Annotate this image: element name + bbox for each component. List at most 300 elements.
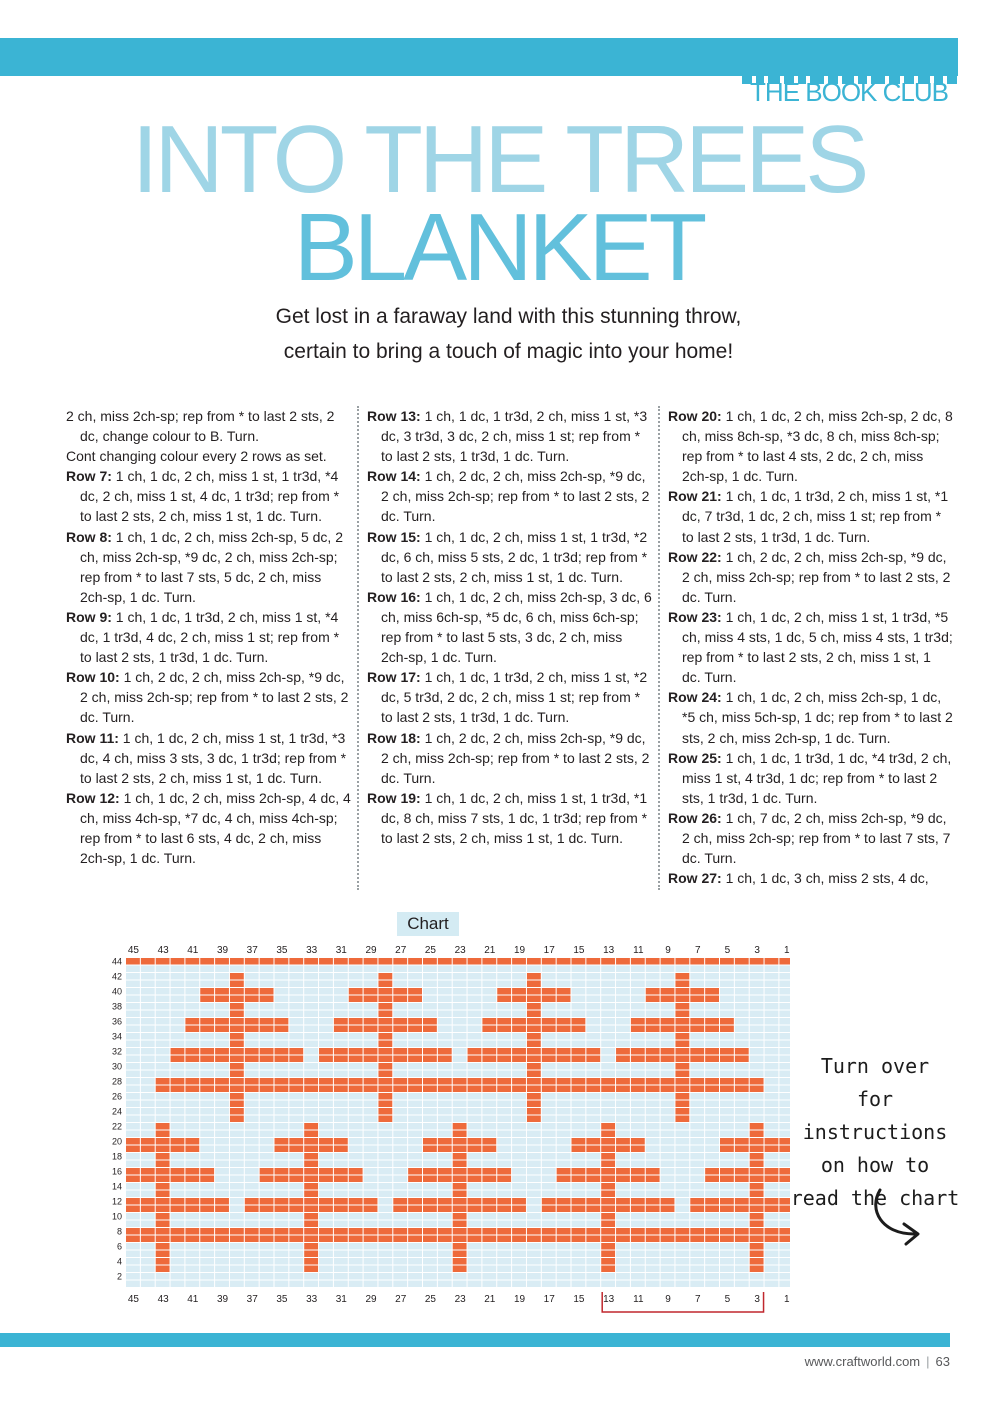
stitch-cell	[482, 1243, 496, 1250]
stitch-cell	[200, 1251, 214, 1258]
stitch-cell-contrast	[171, 1146, 185, 1153]
stitch-cell	[378, 1146, 392, 1153]
stitch-cell-contrast	[423, 1236, 437, 1243]
stitch-cell	[423, 1258, 437, 1265]
stitch-cell	[468, 1131, 482, 1138]
stitch-cell-contrast	[319, 1048, 333, 1055]
stitch-cell	[542, 973, 556, 980]
stitch-cell	[750, 1071, 764, 1078]
stitch-cell	[468, 1183, 482, 1190]
stitch-cell	[364, 1041, 378, 1048]
stitch-cell	[260, 1101, 274, 1108]
stitch-cell-contrast	[720, 1168, 734, 1175]
stitch-cell-contrast	[675, 981, 689, 988]
stitch-cell	[393, 1266, 407, 1273]
stitch-cell	[705, 973, 719, 980]
stitch-cell	[171, 1131, 185, 1138]
stitch-cell	[512, 1116, 526, 1123]
stitch-cell	[735, 1273, 749, 1280]
stitch-cell	[586, 1116, 600, 1123]
stitch-cell-contrast	[349, 1168, 363, 1175]
stitch-cell	[735, 1011, 749, 1018]
stitch-cell	[275, 1161, 289, 1168]
stitch-cell-contrast	[215, 1206, 229, 1213]
stitch-cell	[586, 1273, 600, 1280]
stitch-cell-contrast	[690, 958, 704, 965]
stitch-cell-contrast	[527, 1018, 541, 1025]
stitch-cell	[675, 1213, 689, 1220]
stitch-cell-contrast	[557, 1026, 571, 1033]
stitch-cell	[200, 1281, 214, 1288]
stitch-cell	[141, 1086, 155, 1093]
stitch-cell-contrast	[393, 1026, 407, 1033]
stitch-cell	[661, 1041, 675, 1048]
stitch-cell-contrast	[661, 1048, 675, 1055]
stitch-cell	[557, 1138, 571, 1145]
stitch-cell	[497, 1011, 511, 1018]
stitch-cell	[289, 1243, 303, 1250]
stitch-cell-contrast	[586, 1056, 600, 1063]
stitch-cell-contrast	[185, 1168, 199, 1175]
stitch-cell	[275, 1243, 289, 1250]
row-label: Row 16:	[367, 588, 421, 605]
row-text: 1 ch, 2 dc, 2 ch, miss 2ch-sp, *9 dc, 2 ch, miss 2ch-sp; rep from * to last 2 sts, 2 dc. Turn.	[381, 468, 650, 525]
stitch-cell-contrast	[304, 1191, 318, 1198]
stitch-cell-contrast	[453, 1176, 467, 1183]
column-label-bottom: 13	[603, 1294, 615, 1305]
stitch-cell-contrast	[319, 1078, 333, 1085]
stitch-cell	[408, 1071, 422, 1078]
stitch-cell-contrast	[275, 1056, 289, 1063]
stitch-cell	[349, 1033, 363, 1040]
row-text: 1 ch, 2 dc, 2 ch, miss 2ch-sp, *9 dc, 2 ch, miss 2ch-sp; rep from * to last 2 sts, 2 dc. Turn.	[80, 669, 349, 726]
column-label-top: 35	[276, 945, 288, 956]
stitch-cell	[750, 1041, 764, 1048]
stitch-cell	[438, 1183, 452, 1190]
stitch-cell	[423, 1003, 437, 1010]
stitch-cell	[289, 1093, 303, 1100]
stitch-cell	[215, 1071, 229, 1078]
stitch-cell	[601, 1281, 615, 1288]
stitch-cell-contrast	[245, 1086, 259, 1093]
stitch-cell-contrast	[319, 1138, 333, 1145]
stitch-cell	[557, 1221, 571, 1228]
stitch-cell-contrast	[393, 1078, 407, 1085]
stitch-cell-contrast	[586, 1048, 600, 1055]
footer-url[interactable]: www.craftworld.com	[804, 1354, 921, 1369]
stitch-cell	[349, 1101, 363, 1108]
stitch-cell	[646, 966, 660, 973]
stitch-cell	[557, 1146, 571, 1153]
stitch-cell	[200, 1123, 214, 1130]
stitch-cell	[482, 1123, 496, 1130]
stitch-cell	[705, 1183, 719, 1190]
stitch-cell	[779, 1153, 790, 1160]
stitch-cell	[423, 1251, 437, 1258]
stitch-cell-contrast	[334, 1198, 348, 1205]
stitch-cell	[482, 1116, 496, 1123]
stitch-cell-contrast	[482, 1198, 496, 1205]
stitch-cell-contrast	[705, 1206, 719, 1213]
stitch-cell-contrast	[586, 1236, 600, 1243]
stitch-cell	[512, 1003, 526, 1010]
stitch-cell	[260, 1108, 274, 1115]
stitch-cell	[586, 973, 600, 980]
stitch-cell	[200, 1183, 214, 1190]
stitch-cell	[586, 966, 600, 973]
stitch-cell	[675, 1168, 689, 1175]
stitch-cell	[185, 1213, 199, 1220]
stitch-cell	[616, 1281, 630, 1288]
stitch-cell	[275, 1041, 289, 1048]
stitch-cell	[438, 1131, 452, 1138]
stitch-cell	[275, 1281, 289, 1288]
stitch-cell-contrast	[185, 1228, 199, 1235]
stitch-cell-contrast	[364, 1056, 378, 1063]
stitch-cell	[171, 1041, 185, 1048]
stitch-cell-contrast	[572, 1168, 586, 1175]
stitch-cell	[542, 1033, 556, 1040]
stitch-cell-contrast	[275, 1176, 289, 1183]
stitch-cell	[171, 1161, 185, 1168]
stitch-cell-contrast	[542, 1048, 556, 1055]
stitch-cell	[690, 1131, 704, 1138]
stitch-cell-contrast	[779, 1236, 790, 1243]
stitch-cell-contrast	[378, 1011, 392, 1018]
stitch-cell	[126, 1131, 140, 1138]
stitch-cell-contrast	[200, 1056, 214, 1063]
stitch-cell	[616, 1258, 630, 1265]
stitch-cell	[260, 966, 274, 973]
stitch-cell	[631, 1071, 645, 1078]
stitch-cell	[586, 1251, 600, 1258]
row-text: 1 ch, 1 dc, 2 ch, miss 2ch-sp, 1 dc, *5 ch, miss 5ch-sp, 1 dc; rep from * to last 2 sts, 2 ch, miss 2ch-sp, 1 dc. Turn.	[682, 689, 953, 746]
stitch-cell	[364, 1146, 378, 1153]
stitch-cell	[572, 1273, 586, 1280]
stitch-cell	[408, 1146, 422, 1153]
stitch-cell	[646, 1243, 660, 1250]
stitch-cell-contrast	[364, 1048, 378, 1055]
stitch-cell	[735, 1191, 749, 1198]
stitch-cell	[765, 1071, 779, 1078]
stitch-cell	[468, 1213, 482, 1220]
stitch-cell	[468, 1191, 482, 1198]
column-label-bottom: 25	[424, 1294, 436, 1305]
stitch-cell	[586, 1101, 600, 1108]
stitch-cell	[557, 1281, 571, 1288]
stitch-cell	[586, 1258, 600, 1265]
stitch-cell-contrast	[156, 1086, 170, 1093]
stitch-cell-contrast	[750, 1138, 764, 1145]
stitch-cell	[438, 1273, 452, 1280]
stitch-cell	[586, 1153, 600, 1160]
stitch-cell-contrast	[275, 1048, 289, 1055]
stitch-cell	[245, 1221, 259, 1228]
stitch-cell-contrast	[705, 1026, 719, 1033]
stitch-cell	[364, 1266, 378, 1273]
stitch-cell-contrast	[453, 1131, 467, 1138]
row-label-left: 26	[111, 1091, 122, 1102]
stitch-cell	[542, 1138, 556, 1145]
note-line: read the chart	[790, 1186, 960, 1210]
subtitle-line2: certain to bring a touch of magic into your home!	[283, 340, 734, 363]
stitch-cell	[245, 1281, 259, 1288]
stitch-cell	[512, 1011, 526, 1018]
stitch-cell	[735, 1258, 749, 1265]
stitch-cell-contrast	[319, 1236, 333, 1243]
stitch-cell	[690, 1116, 704, 1123]
stitch-cell-contrast	[616, 1078, 630, 1085]
stitch-cell-contrast	[364, 1018, 378, 1025]
stitch-cell	[260, 1033, 274, 1040]
stitch-cell	[720, 1093, 734, 1100]
stitch-cell	[230, 1206, 244, 1213]
stitch-cell	[289, 1131, 303, 1138]
stitch-cell	[705, 1258, 719, 1265]
stitch-cell	[646, 1266, 660, 1273]
stitch-cell-contrast	[631, 1138, 645, 1145]
stitch-cell	[289, 1191, 303, 1198]
stitch-cell	[631, 981, 645, 988]
stitch-cell-contrast	[675, 1116, 689, 1123]
row-label-left: 32	[111, 1046, 122, 1057]
stitch-cell-contrast	[408, 1018, 422, 1025]
stitch-cell	[126, 1221, 140, 1228]
stitch-cell	[364, 1221, 378, 1228]
stitch-cell	[230, 1131, 244, 1138]
stitch-cell-contrast	[200, 1236, 214, 1243]
stitch-cell	[765, 1243, 779, 1250]
stitch-cell	[572, 973, 586, 980]
stitch-cell-contrast	[527, 1236, 541, 1243]
stitch-cell-contrast	[171, 1228, 185, 1235]
stitch-cell	[393, 1108, 407, 1115]
stitch-cell	[468, 1026, 482, 1033]
stitch-cell	[720, 996, 734, 1003]
stitch-cell-contrast	[378, 981, 392, 988]
stitch-cell	[245, 1146, 259, 1153]
stitch-cell-contrast	[542, 1056, 556, 1063]
stitch-cell	[542, 1221, 556, 1228]
stitch-cell	[527, 1176, 541, 1183]
stitch-cell	[750, 1056, 764, 1063]
stitch-cell	[690, 1243, 704, 1250]
stitch-cell-contrast	[334, 1078, 348, 1085]
section-label: THE BOOK CLUB	[750, 77, 948, 107]
stitch-cell-contrast	[542, 958, 556, 965]
stitch-cell	[408, 1258, 422, 1265]
stitch-cell	[720, 988, 734, 995]
stitch-cell	[557, 1093, 571, 1100]
stitch-cell	[779, 1161, 790, 1168]
stitch-cell	[126, 1108, 140, 1115]
stitch-cell-contrast	[616, 1228, 630, 1235]
stitch-cell	[705, 1191, 719, 1198]
stitch-cell	[393, 1101, 407, 1108]
stitch-cell	[646, 1183, 660, 1190]
stitch-cell-contrast	[527, 1071, 541, 1078]
column-label-bottom: 9	[665, 1294, 671, 1305]
stitch-cell-contrast	[497, 1078, 511, 1085]
stitch-cell-contrast	[512, 988, 526, 995]
stitch-cell	[393, 981, 407, 988]
stitch-cell-contrast	[378, 988, 392, 995]
stitch-cell	[631, 1213, 645, 1220]
stitch-cell	[215, 966, 229, 973]
instruction-paragraph	[668, 406, 953, 486]
stitch-cell	[512, 1251, 526, 1258]
stitch-cell-contrast	[631, 1018, 645, 1025]
stitch-cell	[364, 1071, 378, 1078]
stitch-cell-contrast	[765, 1228, 779, 1235]
stitch-cell	[527, 1198, 541, 1205]
stitch-cell	[765, 1086, 779, 1093]
stitch-cell	[675, 1198, 689, 1205]
stitch-cell	[349, 966, 363, 973]
stitch-cell	[185, 1123, 199, 1130]
stitch-cell	[275, 1258, 289, 1265]
stitch-cell	[245, 1063, 259, 1070]
instructions-column-1	[66, 406, 351, 868]
stitch-cell	[616, 1161, 630, 1168]
stitch-cell	[765, 1026, 779, 1033]
stitch-cell	[616, 1221, 630, 1228]
stitch-cell	[557, 1258, 571, 1265]
stitch-cell	[765, 1131, 779, 1138]
stitch-cell	[527, 966, 541, 973]
stitch-cell-contrast	[245, 1018, 259, 1025]
stitch-cell	[230, 966, 244, 973]
stitch-cell-contrast	[482, 1138, 496, 1145]
stitch-cell-contrast	[423, 1168, 437, 1175]
stitch-cell	[750, 1011, 764, 1018]
stitch-cell-contrast	[334, 1048, 348, 1055]
stitch-cell-contrast	[631, 1168, 645, 1175]
note-line: Turn over	[820, 1054, 930, 1078]
stitch-cell	[126, 1033, 140, 1040]
stitch-cell-contrast	[349, 1018, 363, 1025]
stitch-cell-contrast	[364, 1228, 378, 1235]
stitch-cell	[468, 981, 482, 988]
stitch-cell	[512, 1258, 526, 1265]
stitch-cell	[423, 996, 437, 1003]
stitch-cell-contrast	[661, 1018, 675, 1025]
stitch-cell	[334, 1033, 348, 1040]
instructions-column-2	[367, 406, 652, 848]
stitch-cell-contrast	[646, 1168, 660, 1175]
stitch-cell-contrast	[601, 1191, 615, 1198]
stitch-cell	[260, 1266, 274, 1273]
stitch-cell-contrast	[631, 1206, 645, 1213]
stitch-cell-contrast	[527, 1056, 541, 1063]
stitch-cell-contrast	[156, 1176, 170, 1183]
stitch-cell	[705, 1146, 719, 1153]
stitch-cell	[289, 1161, 303, 1168]
stitch-cell	[661, 1266, 675, 1273]
stitch-cell-contrast	[720, 1146, 734, 1153]
stitch-cell-contrast	[482, 1086, 496, 1093]
stitch-cell	[334, 1011, 348, 1018]
stitch-cell	[572, 1033, 586, 1040]
stitch-cell-contrast	[349, 1198, 363, 1205]
stitch-cell	[171, 1273, 185, 1280]
stitch-cell-contrast	[275, 1146, 289, 1153]
stitch-cell-contrast	[527, 1101, 541, 1108]
stitch-cell-contrast	[735, 1146, 749, 1153]
stitch-cell-contrast	[156, 1131, 170, 1138]
stitch-cell	[230, 1273, 244, 1280]
stitch-cell	[765, 1108, 779, 1115]
stitch-cell	[750, 981, 764, 988]
stitch-cell-contrast	[438, 958, 452, 965]
stitch-cell	[200, 1153, 214, 1160]
row-label-left: 24	[111, 1106, 122, 1117]
stitch-cell	[616, 1266, 630, 1273]
stitch-cell	[705, 1138, 719, 1145]
stitch-cell	[319, 1123, 333, 1130]
column-label-top: 15	[573, 945, 585, 956]
stitch-cell	[171, 1183, 185, 1190]
row-text: 1 ch, 1 dc, 1 tr3d, 2 ch, miss 1 st, *2 dc, 5 tr3d, 2 dc, 2 ch, miss 1 st; rep from * to last 2 sts, 1 tr3d, 1 dc. Turn.	[381, 669, 648, 726]
stitch-cell	[334, 1003, 348, 1010]
row-label: Row 22:	[668, 548, 722, 565]
stitch-cell-contrast	[230, 958, 244, 965]
stitch-cell	[482, 1101, 496, 1108]
stitch-cell	[438, 1266, 452, 1273]
stitch-cell	[171, 1003, 185, 1010]
stitch-cell-contrast	[735, 1078, 749, 1085]
stitch-cell-contrast	[260, 1026, 274, 1033]
stitch-cell	[364, 1281, 378, 1288]
stitch-cell	[646, 1138, 660, 1145]
stitch-cell	[245, 1138, 259, 1145]
stitch-cell	[171, 1221, 185, 1228]
stitch-cell	[349, 1258, 363, 1265]
stitch-cell-contrast	[750, 1221, 764, 1228]
stitch-cell	[765, 1101, 779, 1108]
row-text: 2 ch, miss 2ch-sp; rep from * to last 2 sts, 2 dc, change colour to B. Turn.	[66, 408, 335, 445]
row-text: 1 ch, 1 dc, 1 tr3d, 1 dc, *4 tr3d, 2 ch, miss 1 st, 4 tr3d, 1 dc; rep from * to last 2 sts, 1 tr3d, 1 dc. Turn.	[682, 749, 952, 806]
stitch-cell-contrast	[750, 1228, 764, 1235]
stitch-cell-contrast	[468, 1138, 482, 1145]
stitch-cell-contrast	[720, 1176, 734, 1183]
stitch-cell	[275, 1063, 289, 1070]
stitch-cell-contrast	[512, 1086, 526, 1093]
stitch-cell	[720, 1251, 734, 1258]
stitch-cell	[275, 1101, 289, 1108]
stitch-cell	[438, 1213, 452, 1220]
stitch-cell	[675, 1258, 689, 1265]
stitch-cell	[230, 1266, 244, 1273]
row-label-left: 40	[111, 986, 122, 997]
stitch-cell	[185, 1191, 199, 1198]
stitch-cell	[275, 1071, 289, 1078]
stitch-cell-contrast	[378, 1026, 392, 1033]
stitch-cell	[616, 1018, 630, 1025]
stitch-cell	[779, 1048, 790, 1055]
stitch-cell-contrast	[126, 1146, 140, 1153]
stitch-cell	[215, 1093, 229, 1100]
stitch-cell	[289, 981, 303, 988]
stitch-cell-contrast	[750, 1206, 764, 1213]
row-label-left: 8	[116, 1226, 122, 1237]
stitch-cell	[542, 1213, 556, 1220]
stitch-cell	[438, 1161, 452, 1168]
stitch-cell	[557, 1243, 571, 1250]
stitch-cell	[690, 1213, 704, 1220]
stitch-cell	[393, 1146, 407, 1153]
row-label: Row 26:	[668, 809, 722, 826]
